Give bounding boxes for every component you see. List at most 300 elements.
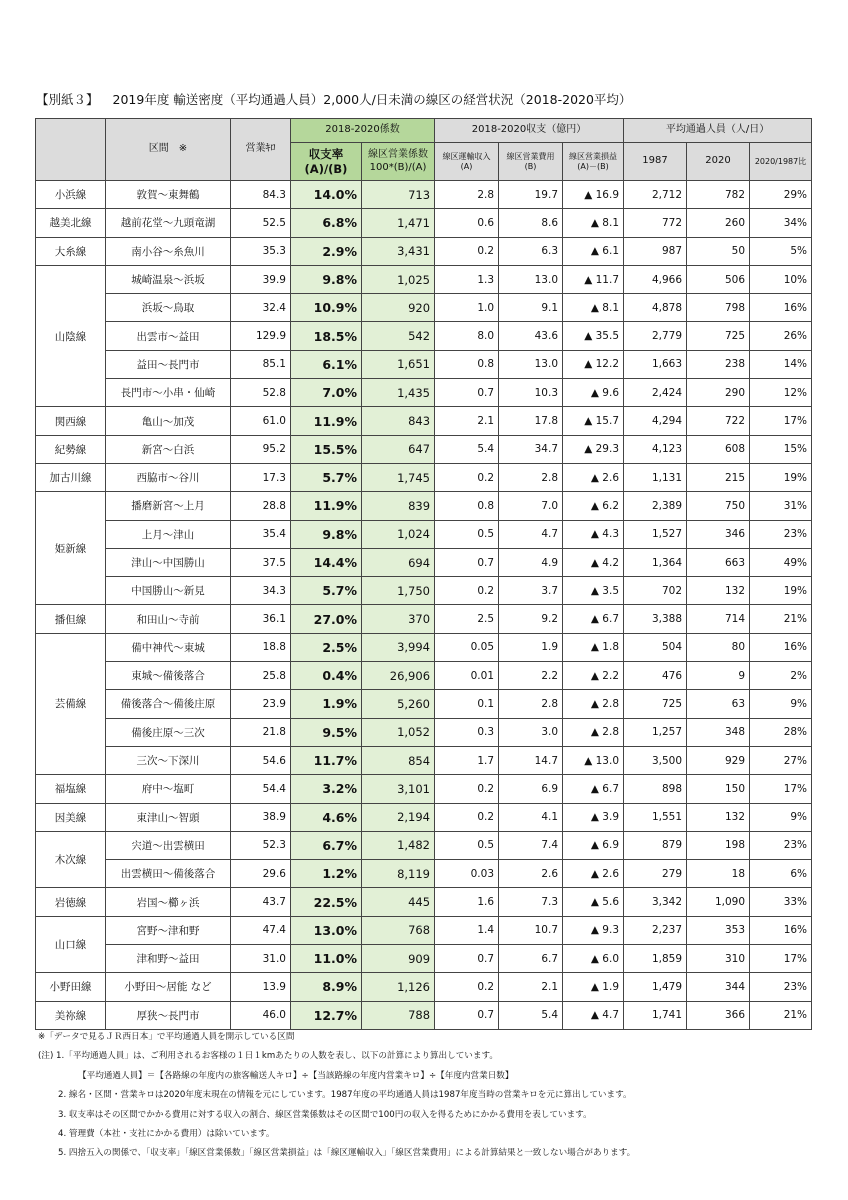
cell-revenue: 0.3: [435, 718, 499, 746]
cell-cost: 4.1: [499, 803, 563, 831]
cell-cost: 5.4: [499, 1001, 563, 1029]
cell-ratio: 5.7%: [291, 463, 362, 491]
cell-coef: 1,024: [362, 520, 435, 548]
cell-loss: ▲ 11.7: [563, 265, 624, 293]
cell-ratio-pct: 9%: [750, 803, 812, 831]
table-row: [36, 492, 812, 520]
cell-2020: 9: [687, 662, 750, 690]
cell-line-name: 山口線: [36, 916, 106, 973]
cell-loss: ▲ 2.2: [563, 662, 624, 690]
cell-ratio-pct: 19%: [750, 577, 812, 605]
header-cost: [499, 143, 563, 181]
cell-line-name: 小野田線: [36, 973, 106, 1001]
cell-section: 出雲市～益田: [106, 322, 231, 350]
cell-section: 西脇市～谷川: [106, 463, 231, 491]
cell-revenue: 0.2: [435, 577, 499, 605]
cell-2020: 50: [687, 237, 750, 265]
cell-km: 13.9: [231, 973, 291, 1001]
cell-cost: 7.4: [499, 831, 563, 859]
cell-ratio-pct: 49%: [750, 548, 812, 576]
cell-section: 津山～中国勝山: [106, 548, 231, 576]
cell-km: 35.3: [231, 237, 291, 265]
cell-coef: 370: [362, 605, 435, 633]
cell-coef: 2,194: [362, 803, 435, 831]
cell-section: 南小谷～糸魚川: [106, 237, 231, 265]
cell-section: 東城～備後落合: [106, 662, 231, 690]
cell-2020: 132: [687, 577, 750, 605]
cell-revenue: 0.7: [435, 945, 499, 973]
cell-revenue: 2.5: [435, 605, 499, 633]
cell-km: 29.6: [231, 860, 291, 888]
cell-revenue: 2.1: [435, 407, 499, 435]
cell-loss: ▲ 1.8: [563, 633, 624, 661]
table-row: [36, 294, 812, 322]
cell-km: 52.3: [231, 831, 291, 859]
cell-1987: 3,500: [624, 746, 687, 774]
cell-coef: 1,052: [362, 718, 435, 746]
table-row: [36, 463, 812, 491]
cell-km: 46.0: [231, 1001, 291, 1029]
cell-line-name: 播但線: [36, 605, 106, 633]
table-row: [36, 379, 812, 407]
cell-ratio-pct: 5%: [750, 237, 812, 265]
footnote-line: 3. 収支率はその区間でかかる費用に対する収入の割合、線区営業係数はその区間で100円の収入を得るためにかかる費用を表しています。: [58, 1109, 592, 1120]
cell-cost: 10.3: [499, 379, 563, 407]
cell-section: 備中神代～東城: [106, 633, 231, 661]
cell-ratio: 8.9%: [291, 973, 362, 1001]
cell-2020: 782: [687, 181, 750, 209]
cell-loss: ▲ 9.3: [563, 916, 624, 944]
cell-loss: ▲ 8.1: [563, 294, 624, 322]
cell-ratio: 3.2%: [291, 775, 362, 803]
cell-1987: 4,966: [624, 265, 687, 293]
cell-ratio: 5.7%: [291, 577, 362, 605]
route-table: [35, 118, 812, 1030]
cell-2020: 346: [687, 520, 750, 548]
cell-section: 備後庄原～三次: [106, 718, 231, 746]
cell-ratio-pct: 31%: [750, 492, 812, 520]
cell-coef: 1,745: [362, 463, 435, 491]
cell-ratio: 14.4%: [291, 548, 362, 576]
cell-km: 28.8: [231, 492, 291, 520]
header-group-ratio: 2018-2020係数: [291, 119, 435, 143]
cell-km: 35.4: [231, 520, 291, 548]
cell-revenue: 0.05: [435, 633, 499, 661]
header-cost-l2: (B): [524, 161, 537, 171]
cell-ratio-pct: 6%: [750, 860, 812, 888]
cell-cost: 13.0: [499, 350, 563, 378]
cell-1987: 772: [624, 209, 687, 237]
footnote-line: 5. 四捨五入の関係で、「収支率」「線区営業係数」「線区営業損益」は「線区運輸収入」「線区営業費用」による計算結果と一致しない場合があります。: [58, 1148, 636, 1159]
cell-km: 25.8: [231, 662, 291, 690]
cell-loss: ▲ 2.8: [563, 718, 624, 746]
cell-section: 上月～津山: [106, 520, 231, 548]
cell-loss: ▲ 4.7: [563, 1001, 624, 1029]
cell-ratio: 15.5%: [291, 435, 362, 463]
cell-cost: 34.7: [499, 435, 563, 463]
cell-section: 和田山～寺前: [106, 605, 231, 633]
header-ratio: [291, 143, 362, 181]
cell-km: 61.0: [231, 407, 291, 435]
cell-cost: 3.7: [499, 577, 563, 605]
cell-cost: 7.0: [499, 492, 563, 520]
cell-ratio: 2.9%: [291, 237, 362, 265]
cell-coef: 3,994: [362, 633, 435, 661]
cell-km: 54.6: [231, 746, 291, 774]
cell-2020: 63: [687, 690, 750, 718]
cell-section: 東津山～智頭: [106, 803, 231, 831]
cell-cost: 6.7: [499, 945, 563, 973]
table-row: [36, 916, 812, 944]
cell-2020: 1,090: [687, 888, 750, 916]
cell-coef: 854: [362, 746, 435, 774]
table-body: [36, 181, 812, 1030]
cell-ratio-pct: 2%: [750, 662, 812, 690]
cell-km: 17.3: [231, 463, 291, 491]
cell-2020: 714: [687, 605, 750, 633]
cell-ratio-pct: 16%: [750, 294, 812, 322]
cell-ratio: 9.5%: [291, 718, 362, 746]
cell-1987: 879: [624, 831, 687, 859]
cell-revenue: 0.2: [435, 463, 499, 491]
table-row: [36, 577, 812, 605]
cell-cost: 6.9: [499, 775, 563, 803]
cell-1987: 1,364: [624, 548, 687, 576]
table-row: [36, 690, 812, 718]
header-loss: [563, 143, 624, 181]
cell-ratio: 27.0%: [291, 605, 362, 633]
cell-1987: 4,878: [624, 294, 687, 322]
header-rev: [435, 143, 499, 181]
header-coef-l2: 100*(B)/(A): [369, 161, 427, 173]
cell-1987: 1,527: [624, 520, 687, 548]
cell-ratio-pct: 29%: [750, 181, 812, 209]
cell-1987: 898: [624, 775, 687, 803]
cell-km: 52.8: [231, 379, 291, 407]
cell-2020: 198: [687, 831, 750, 859]
cell-coef: 3,431: [362, 237, 435, 265]
cell-cost: 2.8: [499, 690, 563, 718]
cell-section: 播磨新宮～上月: [106, 492, 231, 520]
table-row: [36, 662, 812, 690]
cell-revenue: 0.03: [435, 860, 499, 888]
cell-loss: ▲ 8.1: [563, 209, 624, 237]
cell-ratio: 10.9%: [291, 294, 362, 322]
cell-ratio: 11.0%: [291, 945, 362, 973]
cell-cost: 7.3: [499, 888, 563, 916]
cell-section: 出雲横田～備後落合: [106, 860, 231, 888]
cell-section: 府中～塩町: [106, 775, 231, 803]
cell-coef: 647: [362, 435, 435, 463]
cell-1987: 3,342: [624, 888, 687, 916]
cell-section: 城崎温泉～浜坂: [106, 265, 231, 293]
cell-ratio: 11.7%: [291, 746, 362, 774]
cell-revenue: 1.6: [435, 888, 499, 916]
cell-1987: 504: [624, 633, 687, 661]
cell-line-name: 関西線: [36, 407, 106, 435]
footnote-line: 4. 管理費（本社・支社にかかる費用）は除いています。: [58, 1129, 275, 1140]
cell-line-name: 小浜線: [36, 181, 106, 209]
cell-revenue: 8.0: [435, 322, 499, 350]
cell-section: 岩国～櫛ヶ浜: [106, 888, 231, 916]
cell-coef: 1,482: [362, 831, 435, 859]
cell-revenue: 0.2: [435, 803, 499, 831]
cell-section: 越前花堂～九頭竜湖: [106, 209, 231, 237]
cell-ratio-pct: 17%: [750, 945, 812, 973]
cell-2020: 238: [687, 350, 750, 378]
cell-ratio: 22.5%: [291, 888, 362, 916]
cell-ratio-pct: 16%: [750, 916, 812, 944]
cell-2020: 348: [687, 718, 750, 746]
cell-1987: 725: [624, 690, 687, 718]
cell-coef: 843: [362, 407, 435, 435]
cell-2020: 353: [687, 916, 750, 944]
cell-coef: 909: [362, 945, 435, 973]
cell-loss: ▲ 6.7: [563, 775, 624, 803]
cell-section: 益田～長門市: [106, 350, 231, 378]
cell-1987: 1,551: [624, 803, 687, 831]
cell-section: 三次～下深川: [106, 746, 231, 774]
cell-revenue: 0.5: [435, 831, 499, 859]
cell-line-name: 大糸線: [36, 237, 106, 265]
cell-cost: 4.7: [499, 520, 563, 548]
cell-coef: 1,651: [362, 350, 435, 378]
header-section: 区間 ※: [106, 119, 231, 181]
cell-2020: 290: [687, 379, 750, 407]
cell-loss: ▲ 4.3: [563, 520, 624, 548]
cell-1987: 1,257: [624, 718, 687, 746]
cell-ratio: 9.8%: [291, 520, 362, 548]
cell-ratio-pct: 28%: [750, 718, 812, 746]
cell-2020: 608: [687, 435, 750, 463]
cell-1987: 4,123: [624, 435, 687, 463]
cell-ratio-pct: 27%: [750, 746, 812, 774]
cell-line-name: 紀勢線: [36, 435, 106, 463]
cell-coef: 1,750: [362, 577, 435, 605]
cell-section: 亀山～加茂: [106, 407, 231, 435]
cell-ratio-pct: 12%: [750, 379, 812, 407]
cell-ratio: 9.8%: [291, 265, 362, 293]
cell-coef: 3,101: [362, 775, 435, 803]
cell-ratio: 13.0%: [291, 916, 362, 944]
cell-coef: 839: [362, 492, 435, 520]
header-coef-l1: 線区営業係数: [368, 149, 428, 160]
cell-cost: 10.7: [499, 916, 563, 944]
table-row: [36, 831, 812, 859]
cell-line-name: 美祢線: [36, 1001, 106, 1029]
cell-1987: 1,859: [624, 945, 687, 973]
cell-ratio: 6.1%: [291, 350, 362, 378]
header-rev-l2: (A): [460, 161, 473, 171]
cell-revenue: 0.5: [435, 520, 499, 548]
cell-revenue: 0.7: [435, 379, 499, 407]
cell-km: 18.8: [231, 633, 291, 661]
cell-line-name: 因美線: [36, 803, 106, 831]
table-row: [36, 888, 812, 916]
table-row: [36, 973, 812, 1001]
cell-loss: ▲ 6.1: [563, 237, 624, 265]
cell-cost: 1.9: [499, 633, 563, 661]
table-row: [36, 605, 812, 633]
cell-ratio: 11.9%: [291, 407, 362, 435]
cell-coef: 5,260: [362, 690, 435, 718]
cell-coef: 788: [362, 1001, 435, 1029]
cell-km: 21.8: [231, 718, 291, 746]
cell-coef: 1,471: [362, 209, 435, 237]
cell-coef: 920: [362, 294, 435, 322]
cell-loss: ▲ 2.6: [563, 860, 624, 888]
cell-loss: ▲ 16.9: [563, 181, 624, 209]
cell-2020: 18: [687, 860, 750, 888]
cell-line-name: 岩徳線: [36, 888, 106, 916]
cell-loss: ▲ 3.9: [563, 803, 624, 831]
table-row: [36, 209, 812, 237]
footnote-line: 【平均通過人員】＝【各路線の年度内の旅客輸送人キロ】÷【当該路線の年度内営業キロ】÷【年度内営業日数】: [78, 1070, 514, 1081]
cell-km: 129.9: [231, 322, 291, 350]
cell-km: 85.1: [231, 350, 291, 378]
title-text: 2019年度 輸送密度（平均通過人員）2,000人/日未満の線区の経営状況（2018-2020平均）: [112, 92, 632, 107]
table-row: [36, 435, 812, 463]
cell-section: 浜坂～鳥取: [106, 294, 231, 322]
cell-section: 備後落合～備後庄原: [106, 690, 231, 718]
cell-cost: 4.9: [499, 548, 563, 576]
cell-cost: 9.1: [499, 294, 563, 322]
cell-km: 36.1: [231, 605, 291, 633]
cell-loss: ▲ 4.2: [563, 548, 624, 576]
cell-section: 長門市～小串・仙崎: [106, 379, 231, 407]
cell-section: 小野田～居能 など: [106, 973, 231, 1001]
cell-section: 津和野～益田: [106, 945, 231, 973]
cell-revenue: 2.8: [435, 181, 499, 209]
cell-cost: 9.2: [499, 605, 563, 633]
cell-loss: ▲ 2.6: [563, 463, 624, 491]
table-row: [36, 322, 812, 350]
cell-cost: 17.8: [499, 407, 563, 435]
header-2020: 2020: [687, 143, 750, 181]
cell-km: 95.2: [231, 435, 291, 463]
cell-km: 23.9: [231, 690, 291, 718]
cell-km: 32.4: [231, 294, 291, 322]
table-row: [36, 237, 812, 265]
cell-1987: 1,479: [624, 973, 687, 1001]
header-ratio-l1: 収支率: [308, 147, 344, 162]
cell-loss: ▲ 15.7: [563, 407, 624, 435]
cell-revenue: 0.8: [435, 492, 499, 520]
page-title: [36, 90, 631, 108]
cell-section: 敦賀～東舞鶴: [106, 181, 231, 209]
cell-ratio-pct: 23%: [750, 831, 812, 859]
table-row: [36, 803, 812, 831]
cell-coef: 1,126: [362, 973, 435, 1001]
cell-loss: ▲ 3.5: [563, 577, 624, 605]
cell-revenue: 1.7: [435, 746, 499, 774]
cell-km: 31.0: [231, 945, 291, 973]
cell-section: 厚狭～長門市: [106, 1001, 231, 1029]
cell-ratio: 14.0%: [291, 181, 362, 209]
cell-coef: 445: [362, 888, 435, 916]
cell-coef: 542: [362, 322, 435, 350]
cell-ratio: 6.8%: [291, 209, 362, 237]
cell-revenue: 1.4: [435, 916, 499, 944]
table-row: [36, 1001, 812, 1029]
cell-2020: 750: [687, 492, 750, 520]
table-row: [36, 265, 812, 293]
cell-cost: 13.0: [499, 265, 563, 293]
cell-km: 43.7: [231, 888, 291, 916]
cell-line-name: 越美北線: [36, 209, 106, 237]
cell-coef: 694: [362, 548, 435, 576]
cell-2020: 132: [687, 803, 750, 831]
cell-revenue: 5.4: [435, 435, 499, 463]
header-cost-l1: 線区営業費用: [506, 151, 555, 161]
cell-ratio-pct: 10%: [750, 265, 812, 293]
cell-km: 47.4: [231, 916, 291, 944]
cell-1987: 1,663: [624, 350, 687, 378]
cell-2020: 929: [687, 746, 750, 774]
cell-coef: 713: [362, 181, 435, 209]
cell-1987: 2,779: [624, 322, 687, 350]
table-row: [36, 718, 812, 746]
cell-ratio-pct: 21%: [750, 605, 812, 633]
table-row: [36, 775, 812, 803]
cell-loss: ▲ 9.6: [563, 379, 624, 407]
cell-1987: 3,388: [624, 605, 687, 633]
cell-ratio: 4.6%: [291, 803, 362, 831]
cell-revenue: 0.6: [435, 209, 499, 237]
cell-ratio: 2.5%: [291, 633, 362, 661]
cell-2020: 310: [687, 945, 750, 973]
cell-revenue: 0.01: [435, 662, 499, 690]
cell-km: 38.9: [231, 803, 291, 831]
cell-cost: 2.1: [499, 973, 563, 1001]
cell-ratio: 12.7%: [291, 1001, 362, 1029]
cell-cost: 8.6: [499, 209, 563, 237]
cell-1987: 2,712: [624, 181, 687, 209]
cell-2020: 722: [687, 407, 750, 435]
cell-1987: 4,294: [624, 407, 687, 435]
table-row: [36, 520, 812, 548]
cell-coef: 1,025: [362, 265, 435, 293]
cell-line-name: 福塩線: [36, 775, 106, 803]
cell-cost: 14.7: [499, 746, 563, 774]
cell-cost: 43.6: [499, 322, 563, 350]
cell-1987: 1,741: [624, 1001, 687, 1029]
cell-ratio-pct: 21%: [750, 1001, 812, 1029]
header-coef: [362, 143, 435, 181]
cell-revenue: 1.0: [435, 294, 499, 322]
cell-loss: ▲ 2.8: [563, 690, 624, 718]
cell-ratio-pct: 34%: [750, 209, 812, 237]
cell-2020: 506: [687, 265, 750, 293]
table-header: [36, 119, 812, 181]
cell-loss: ▲ 1.9: [563, 973, 624, 1001]
cell-2020: 80: [687, 633, 750, 661]
cell-ratio-pct: 33%: [750, 888, 812, 916]
cell-2020: 215: [687, 463, 750, 491]
cell-cost: 2.2: [499, 662, 563, 690]
cell-ratio: 6.7%: [291, 831, 362, 859]
cell-2020: 725: [687, 322, 750, 350]
footnote-line: 2. 線名・区間・営業キロは2020年度末現在の情報を元にしています。1987年度の平均通過人員は1987年度当時の営業キロを元に算出しています。: [58, 1090, 632, 1101]
cell-line-name: 加古川線: [36, 463, 106, 491]
header-ratio-l2: (A)/(B): [304, 161, 348, 176]
cell-2020: 150: [687, 775, 750, 803]
cell-cost: 2.6: [499, 860, 563, 888]
cell-ratio-pct: 19%: [750, 463, 812, 491]
cell-km: 34.3: [231, 577, 291, 605]
header-loss-l2: (A)－(B): [577, 161, 609, 171]
table-row: [36, 350, 812, 378]
